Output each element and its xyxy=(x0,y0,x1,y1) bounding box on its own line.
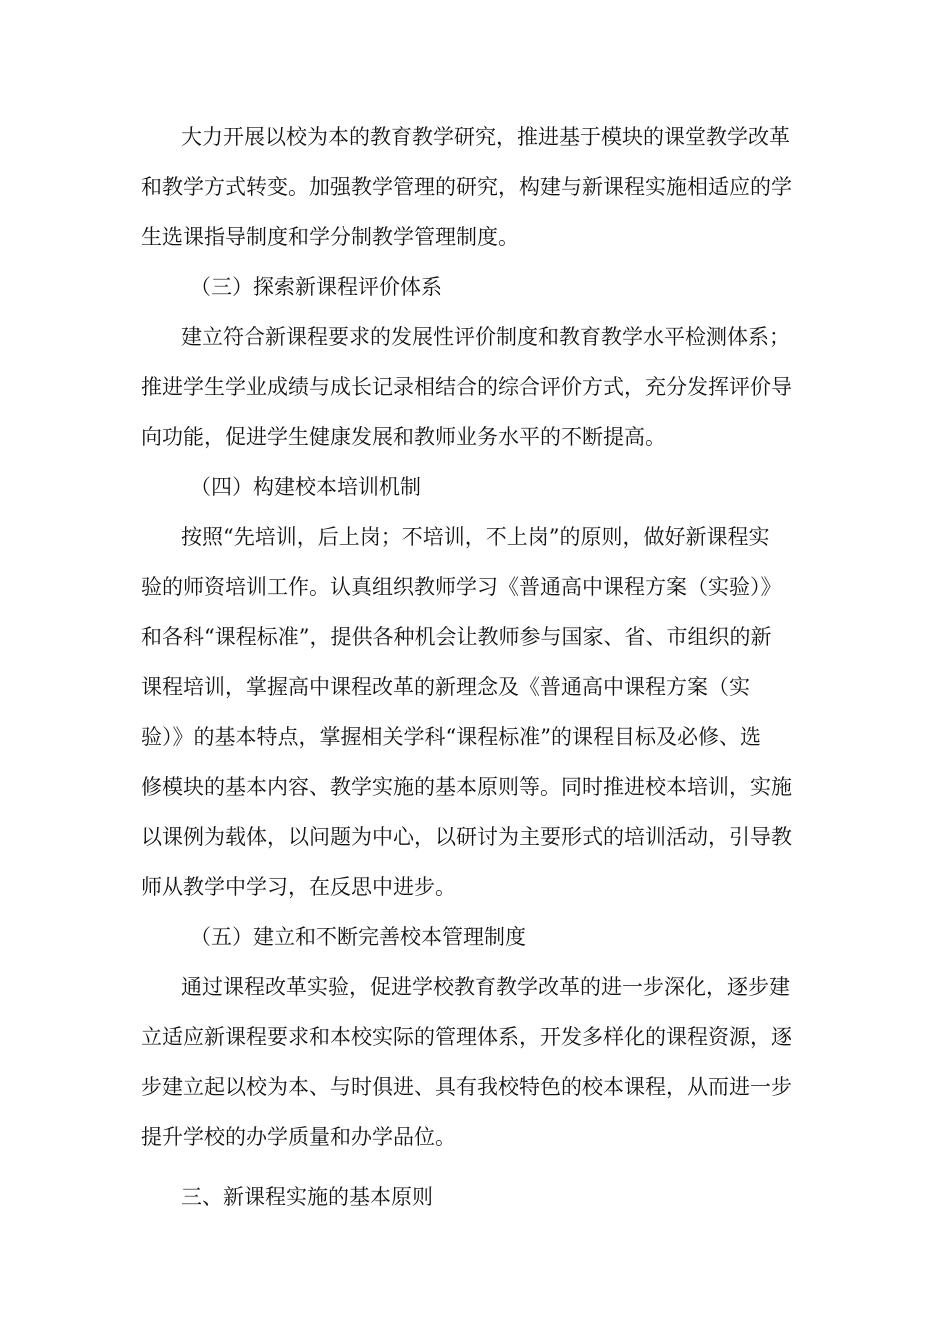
paragraph-line: 建立符合新课程要求的发展性评价制度和教育教学水平检测体系； xyxy=(181,325,790,349)
paragraph-line: 提升学校的办学质量和办学品位。 xyxy=(141,1125,456,1149)
paragraph-line: 师从教学中学习，在反思中进步。 xyxy=(141,875,456,899)
paragraph-line: 和教学方式转变。加强教学管理的研究，构建与新课程实施相适应的学 xyxy=(141,175,792,199)
paragraph-line: 向功能，促进学生健康发展和教师业务水平的不断提高。 xyxy=(141,425,666,449)
section-heading: （三）探索新课程评价体系 xyxy=(190,275,442,299)
paragraph-line: 步建立起以校为本、与时俱进、具有我校特色的校本课程，从而进一步 xyxy=(141,1075,792,1099)
chapter-heading: 三、新课程实施的基本原则 xyxy=(181,1185,433,1209)
section-heading: （四）构建校本培训机制 xyxy=(190,475,421,499)
paragraph-line: 课程培训，掌握高中课程改革的新理念及《普通高中课程方案（实 xyxy=(141,675,750,699)
paragraph-line: 生选课指导制度和学分制教学管理制度。 xyxy=(141,225,519,249)
paragraph-line: 验）》的基本特点，掌握相关学科“课程标准”的课程目标及必修、选 xyxy=(141,725,761,749)
section-heading: （五）建立和不断完善校本管理制度 xyxy=(190,925,526,949)
paragraph-line: 推进学生学业成绩与成长记录相结合的综合评价方式，充分发挥评价导 xyxy=(141,375,792,399)
paragraph-line: 通过课程改革实验，促进学校教育教学改革的进一步深化，逐步建 xyxy=(181,975,790,999)
paragraph-line: 按照“先培训，后上岗；不培训，不上岗”的原则，做好新课程实 xyxy=(181,525,770,549)
paragraph-line: 立适应新课程要求和本校实际的管理体系，开发多样化的课程资源，逐 xyxy=(141,1025,792,1049)
paragraph-line: 以课例为载体，以问题为中心，以研讨为主要形式的培训活动，引导教 xyxy=(141,825,792,849)
paragraph-line: 大力开展以校为本的教育教学研究，推进基于模块的课堂教学改革 xyxy=(181,125,790,149)
paragraph-line: 和各科“课程标准”，提供各种机会让教师参与国家、省、市组织的新 xyxy=(141,625,772,649)
paragraph-line: 验的师资培训工作。认真组织教师学习《普通高中课程方案（实验）》 xyxy=(141,575,782,599)
paragraph-line: 修模块的基本内容、教学实施的基本原则等。同时推进校本培训，实施 xyxy=(141,775,792,799)
